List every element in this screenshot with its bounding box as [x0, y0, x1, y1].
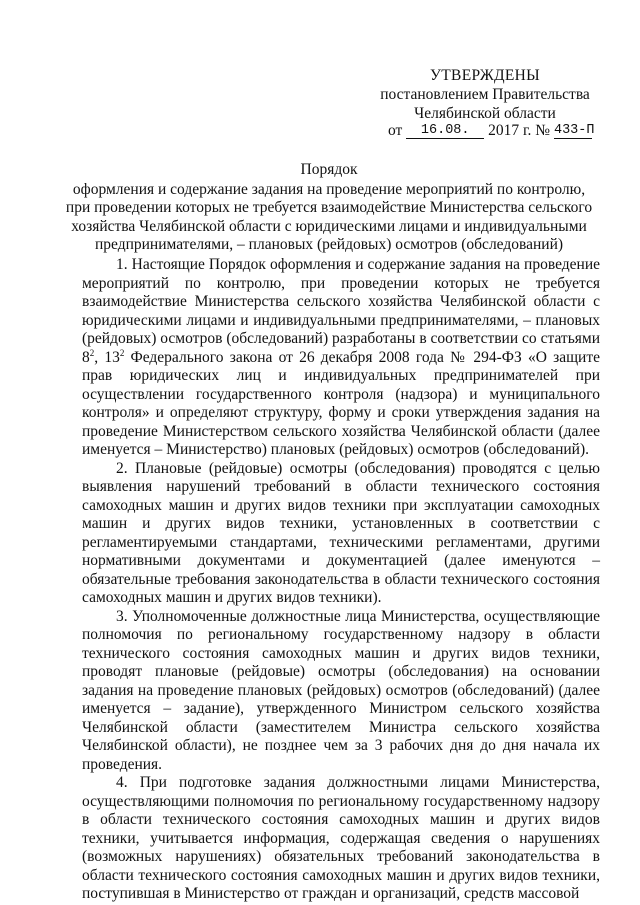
heading-title: Порядок	[300, 161, 358, 178]
paragraph-2: 2. Плановые (рейдовые) осмотры (обследования) проводятся с целью выявления нарушений требований в области технического состояния самоходных машин и других видов техники при эксплуатации самоходных машин и других видов техники, установленных в соответствии с регламентируемыми стандартами, техническими регламентами, другими нормативными документами и документацией (далее именуются – обязательные требования законодательства в области технического состояния самоходных машин и других видов техники).	[82, 459, 600, 606]
paragraph-3: 3. Уполномоченные должностные лица Министерства, осуществляющие полномочия по региональному государственному надзору в области технического состояния самоходных машин и других видов техники, проводят плановые (рейдовые) осмотры (обследования) на основании задания на проведение плановых (рейдовых) осмотров (обследований) (далее именуется – задание), утвержденного Министром сельского хозяйства Челябинской области (заместителем Министра сельского хозяйства Челябинской области), не позднее чем за 3 рабочих дня до дня начала их проведения.	[82, 607, 600, 773]
approval-date-line	[388, 121, 598, 141]
heading-subtitle: оформления и содержание задания на проведение мероприятий по контролю, при проведении которых не требуется взаимодействие Министерства сельского хозяйства Челябинской области с юридическими лицами и индивидуальными предпринимателями, – плановых (рейдовых) осмотров (обследований)	[65, 180, 593, 253]
paragraph-1-part-c: Федерального закона от 26 декабря 2008 года № 294-ФЗ «О защите прав юридических лиц и индивидуальных предпринимателей при осуществлении государственного контроля (надзора) и муниципального контроля» и определяют структуру, форму и сроки утверждения задания на проведение Министерством сельского хозяйства Челябинской области (далее именуется – Министерство) плановых (рейдовых) осмотров (обследований).	[82, 348, 600, 458]
document-heading	[60, 161, 598, 255]
approval-stamp	[360, 66, 610, 123]
document-body	[82, 256, 600, 904]
paragraph-1-sup-2: 2	[119, 347, 125, 358]
paragraph-1-part-b: , 13	[94, 348, 120, 366]
paragraph-1-sup-1: 2	[89, 347, 95, 358]
year-text: 2017 г. №	[488, 122, 551, 139]
approval-line-1: постановлением Правительства	[380, 86, 590, 103]
decree-number: 433-П	[553, 123, 595, 138]
approval-title: УТВЕРЖДЕНЫ	[430, 67, 540, 84]
paragraph-1-part-a: 1. Настоящие Порядок оформления и содержание задания на проведение мероприятий по контролю, при проведении которых не требуется взаимодействие Министерства сельского хозяйства Челябинской области с юридическими лицами и индивидуальными предпринимателями, – плановых (рейдовых) осмотров (обследований) разработаны в соответствии со статьями 8	[82, 256, 600, 366]
date-prefix: от	[388, 122, 403, 139]
paragraph-1	[82, 256, 600, 460]
date-value: 16.08.	[406, 123, 484, 139]
paragraph-4: 4. При подготовке задания должностными лицами Министерства, осуществляющими полномочия по региональному государственному надзору в области технического состояния самоходных машин и других видов техники, учитывается информация, содержащая сведения о нарушениях (возможных нарушениях) обязательных требований законодательства в области технического состояния самоходных машин и других видов техники, поступившая в Министерство от граждан и организаций, средств массовой	[82, 774, 600, 902]
approval-line-2: Челябинской области	[414, 105, 556, 122]
